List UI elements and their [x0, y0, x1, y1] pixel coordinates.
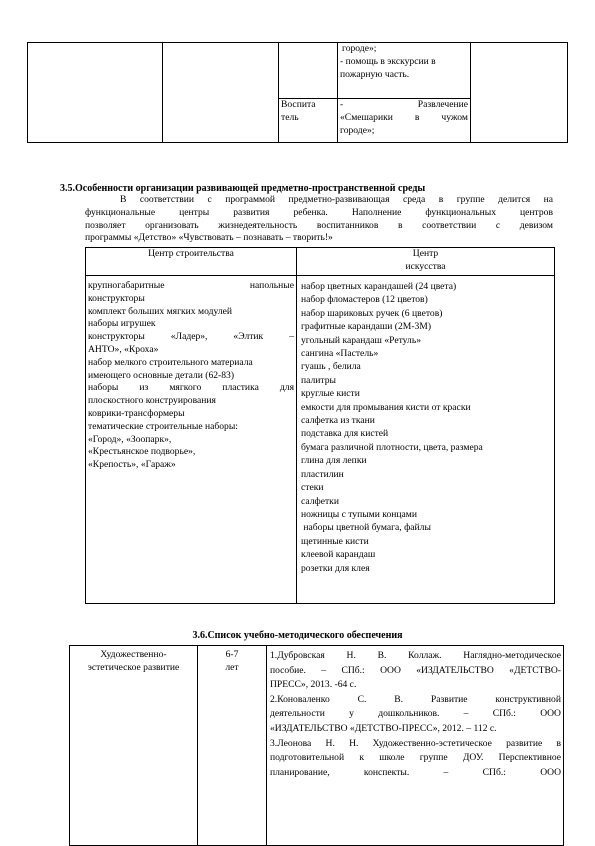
text-line: тель [281, 111, 299, 123]
text-line: Воспита [281, 99, 316, 110]
list-item: круглые кисти [301, 388, 360, 400]
text-line: - Развлечение [340, 99, 468, 110]
list-item: коврики-трансформеры [88, 407, 185, 419]
list-item: конструкторы «Ладер», «Элтик – [88, 331, 294, 343]
list-item: набор фломастеров (12 цветов) [301, 294, 428, 306]
list-item: имеющего основные детали (62-83) [88, 369, 235, 381]
section-heading-3-6: 3.6.Список учебно-методического обеспечения [192, 630, 403, 641]
list-item: угольный карандаш «Ретуль» [301, 334, 421, 346]
text-line: функциональные центры развития ребенка. Наполнение функциональных центров [85, 206, 553, 218]
table-cell [338, 99, 471, 143]
text-line: городе»; [342, 43, 377, 54]
list-item: глина для лепки [301, 455, 367, 467]
list-item: подставка для кистей [301, 428, 389, 440]
text-line: 1.Дубровская Н. В. Коллаж. Наглядно-методическое [270, 650, 561, 661]
list-item: «Город», «Зоопарк», [88, 433, 172, 445]
table-header-cell [297, 248, 555, 276]
list-item: набор шариковых ручек (6 цветов) [301, 307, 443, 319]
list-item: конструкторы [88, 292, 145, 304]
table-row [70, 646, 564, 846]
table-cell [70, 646, 198, 846]
top-table [27, 42, 568, 143]
list-item: розетки для клея [301, 562, 370, 574]
text-line: лет [225, 661, 239, 673]
list-item: емкости для промывания кисти от краски [301, 401, 471, 413]
methodical-table [69, 645, 564, 846]
table-cell [297, 276, 555, 604]
table-cell [338, 43, 471, 99]
text-line: ПРЕСС», 2013. -64 с. [270, 679, 357, 691]
list-item: «Крестьянское подворье», [88, 446, 196, 458]
header-left: Центр строительства [148, 248, 234, 259]
text-line: «Смешарики в чужом [340, 111, 468, 123]
text-line: 6-7 [225, 649, 239, 660]
text-line: деятельности у дошкольников. – СПб.: ООО [270, 708, 561, 720]
text-line: 3.Леонова Н. Н. Художественно-эстетическое развитие в [270, 737, 561, 749]
list-item: бумага различной плотности, цвета, размера [301, 441, 483, 453]
table-row [86, 276, 555, 604]
text-line: городе»; [340, 124, 375, 136]
list-item: плоскостного конструирования [88, 395, 216, 407]
list-item: графитные карандаши (2М-3М) [301, 321, 432, 333]
section-paragraph [85, 194, 553, 245]
list-item: палитры [301, 374, 336, 386]
list-item: наборы игрушек [88, 318, 156, 330]
list-item: салфетка из ткани [301, 415, 375, 427]
text-line: искусства [405, 260, 446, 272]
list-item: набор мелкого строительного материала [88, 356, 253, 368]
table-cell [471, 43, 568, 143]
text-line: - помощь в экскурсии в [340, 55, 436, 67]
centers-table [85, 247, 555, 604]
list-item: комплект больших мягких модулей [88, 305, 233, 317]
table-cell [28, 43, 163, 143]
table-cell [86, 276, 297, 604]
text-line: 2.Коноваленко С. В. Развитие конструктивной [270, 693, 561, 705]
list-item: сангина «Пастель» [301, 348, 379, 360]
text-line: В соответствии с программой предметно-развивающая среда в группе делится на [120, 194, 553, 205]
list-item: клеевой карандаш [301, 549, 376, 561]
text-line: позволяет организовать жизнедеятельность воспитанников в соответствии с девизом [85, 219, 553, 231]
list-item: тематические строительные наборы: [88, 420, 238, 432]
table-row [28, 43, 568, 99]
section-heading-3-5: 3.5.Особенности организации развивающей предметно-пространственной среды [60, 183, 426, 194]
list-item: стеки [301, 482, 324, 494]
list-item: набор цветных карандашей (24 цвета) [301, 281, 457, 292]
text-line: Художественно- [100, 649, 167, 660]
list-item: «Крепость», «Гараж» [88, 459, 176, 471]
list-item: салфетки [301, 495, 339, 507]
text-line: «ИЗДАТЕЛЬСТВО «ДЕТСТВО-ПРЕСС», 2012. – 112 с. [270, 722, 497, 734]
table-cell [279, 43, 338, 99]
list-item: наборы цветной бумага, файлы [301, 522, 431, 534]
text-line: подготовительной к школе группе ДОУ. Перспективное [270, 752, 561, 764]
list-item: крупногабаритные напольные [88, 280, 294, 291]
list-item: наборы из мягкого пластика для [88, 382, 294, 394]
text-line: Центр [412, 248, 439, 259]
table-cell [279, 99, 338, 143]
text-line: программы «Детство» «Чувствовать – познавать – творить!» [85, 232, 333, 244]
list-item: АНТО», «Кроха» [88, 343, 159, 355]
text-line: эстетическое развитие [87, 661, 180, 673]
table-cell [267, 646, 564, 846]
table-header-cell [86, 248, 297, 276]
text-line: пособие. – СПб.: ООО «ИЗДАТЕЛЬСТВО «ДЕТСТВО- [270, 664, 561, 676]
table-cell [163, 43, 279, 143]
list-item: пластилин [301, 468, 344, 480]
list-item: ножницы с тупыми концами [301, 508, 417, 520]
text-line: пожарную часть. [340, 68, 410, 80]
text-line: планирование, конспекты. – СПб.: ООО [270, 766, 561, 778]
table-cell [198, 646, 267, 846]
list-item: гуашь , белила [301, 361, 361, 373]
table-row [86, 248, 555, 276]
list-item: щетинные кисти [301, 535, 369, 547]
